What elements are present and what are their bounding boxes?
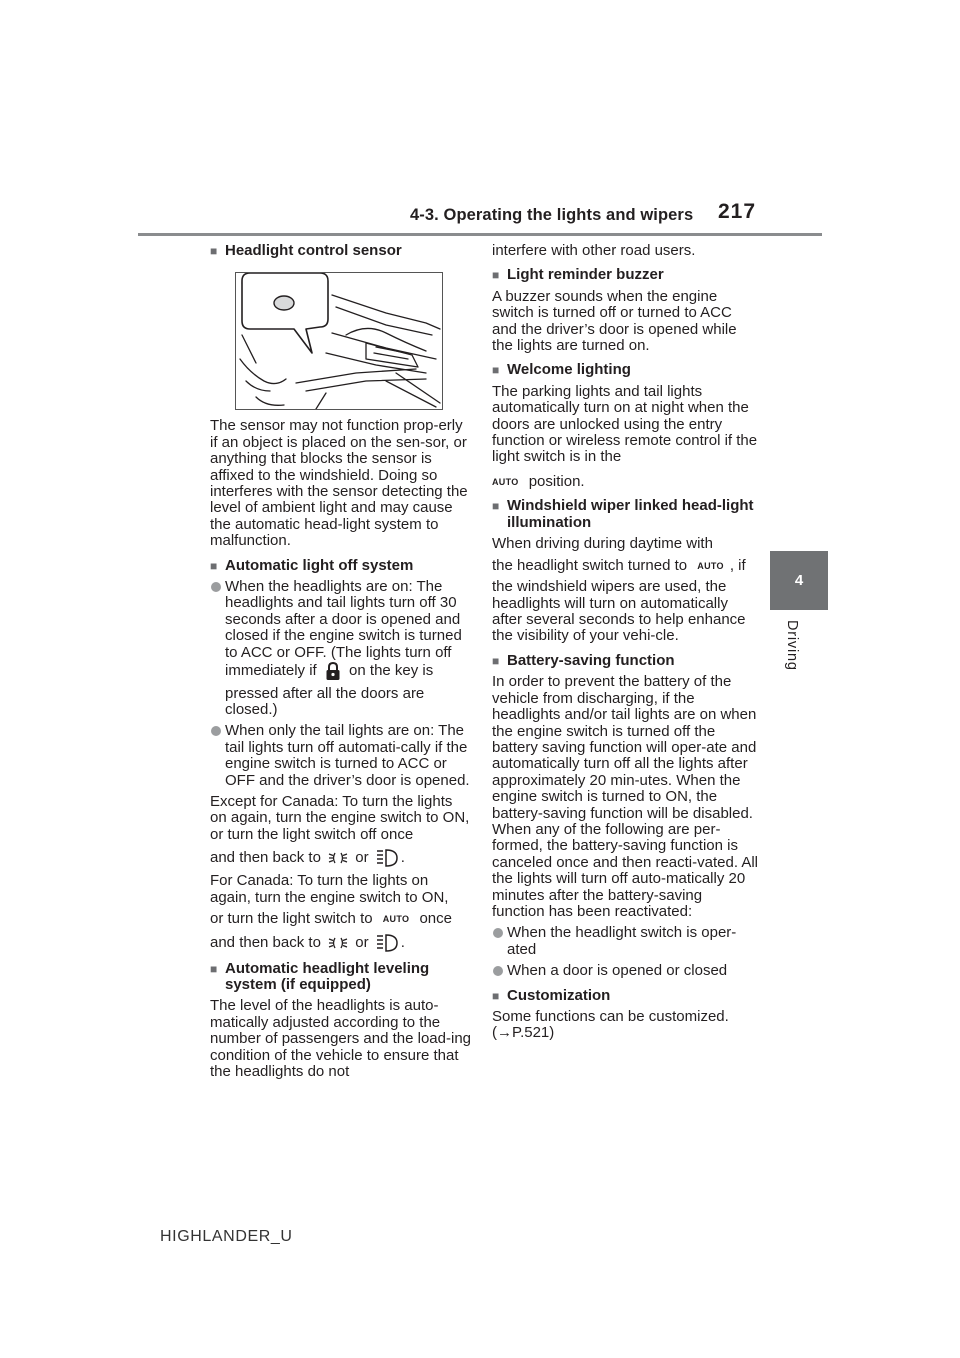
- canada-switch-label: or turn the light switch to: [210, 910, 373, 928]
- period-label: .: [400, 849, 405, 867]
- parking-lights-icon: [328, 936, 348, 950]
- heading-automatic-light-off: ■ Automatic light off system: [210, 558, 472, 574]
- once-label: once: [419, 910, 452, 928]
- and-back-to-label: and then back to: [210, 849, 321, 867]
- customization-page-ref[interactable]: (→P.521): [492, 1024, 555, 1042]
- welcome-text: The parking lights and tail lights automatically turn on at night when the doors are unlocked using the entry function or wireless remote control if the light switch is in the: [492, 382, 758, 466]
- headlights-icon: [376, 933, 398, 953]
- leveling-text: The level of the headlights is auto-matically adjusted according to the number of passengers and the load-ing condition of the vehicle to ensure that the headlights do not: [210, 997, 472, 1080]
- heading-customization: ■ Customization: [492, 988, 758, 1004]
- left-column: [210, 243, 472, 1080]
- wiper-auto-line: [492, 558, 758, 575]
- or-label: or: [355, 849, 369, 867]
- except-canada-text: Except for Canada: To turn the lights on again, turn the engine switch to ON, or turn the light switch off once: [210, 792, 470, 843]
- right-column: [492, 243, 758, 1042]
- chapter-label: Driving: [784, 620, 800, 671]
- wiper-text-c: the windshield wipers are used, the headlights will turn on automatically after several seconds to help enhance the visibility of your vehi-cle.: [492, 578, 746, 645]
- and-back-line-2: [210, 933, 472, 953]
- chapter-tab[interactable]: 4: [770, 551, 828, 610]
- heading-light-reminder-buzzer: ■ Light reminder buzzer: [492, 267, 758, 283]
- battery-text: In order to prevent the battery of the vehicle from discharging, if the headlights and/or tail lights are on when the engine switch is turned off the battery saving function will oper-ate and automatically turn off all the lights after approximately 20 min-utes. When the engine switch is turned to ON, the battery-saving function will be disabled.: [492, 673, 757, 822]
- sensor-text: The sensor may not function prop-erly if an object is placed on the sen-sor, or anything that blocks the sensor is affixed to the windshield. Doing so interferes with the sensor detecting the level of ambient light and may cause the automatic head-light system to malfunction.: [210, 417, 468, 550]
- windshield-sensor-figure: [236, 273, 442, 409]
- header-rule: [138, 233, 822, 236]
- leveling-continued: interfere with other road users.: [492, 242, 696, 259]
- section-title: 4-3. Operating the lights and wipers: [410, 206, 694, 224]
- canada-text: For Canada: To turn the lights on again, turn the engine switch to ON,: [210, 872, 449, 906]
- heading-headlight-control-sensor: ■ Headlight control sensor: [210, 243, 472, 259]
- auto-icon: AUTO: [382, 913, 410, 924]
- wiper-text-a: When driving during daytime with: [492, 535, 713, 553]
- welcome-position-line: [492, 474, 758, 491]
- and-back-line-1: [210, 848, 472, 868]
- heading-battery-saving: ■ Battery-saving function: [492, 653, 758, 669]
- footer-text: HIGHLANDER_U: [160, 1228, 293, 1245]
- bullet-door-opened-closed: When a door is opened or closed: [492, 963, 758, 979]
- bullet-headlights-on-text-a: When the headlights are on: The headlights and tail lights turn off 30 seconds after a door is opened and closed if the engine switch is turned to ACC or OFF. (The lights turn off immediately if: [225, 578, 462, 680]
- wiper-switch-label: the headlight switch turned to: [492, 556, 688, 574]
- heading-headlight-leveling: ■ Automatic headlight leveling system (if equipped): [210, 961, 472, 994]
- canada-auto-line: [210, 911, 472, 928]
- auto-icon: AUTO: [492, 476, 519, 487]
- heading-windshield-wiper-linked: ■ Windshield wiper linked head-light illumination: [492, 498, 758, 531]
- period-label-2: .: [400, 933, 405, 951]
- bullet-headlight-switch-operated: When the headlight switch is oper-ated: [492, 925, 758, 958]
- customization-text: Some functions can be customized.: [492, 1008, 729, 1025]
- buzzer-text: A buzzer sounds when the engine switch is turned off or turned to ACC and the driver’s door is opened while the lights are turned on.: [492, 287, 737, 355]
- and-back-to-label-2: and then back to: [210, 933, 321, 951]
- bullet-headlights-on: [210, 579, 472, 718]
- heading-welcome-lighting: ■ Welcome lighting: [492, 362, 758, 378]
- sensor-marker-icon: [274, 296, 294, 310]
- bullet-tail-lights-on: When only the tail lights are on: The tail lights turn off automati-cally if the engine switch is turned to ACC or OFF and the driver’s door is opened.: [210, 723, 472, 789]
- page-number: 217: [718, 200, 757, 223]
- lock-icon: [325, 661, 341, 685]
- headlights-icon: [376, 848, 398, 868]
- sensor-illustration: [235, 272, 443, 410]
- auto-icon: AUTO: [697, 560, 724, 571]
- position-label: position.: [528, 473, 585, 491]
- bullet-headlights-on-text-b: on the key is pressed after all the doors are closed.): [225, 662, 434, 718]
- battery-text-2: When any of the following are per-formed, the battery-saving function is canceled once and then reacti-vated. All the lights will turn off auto-matically 20 minutes after the battery-saving function has been reactivated:: [492, 820, 759, 920]
- parking-lights-icon: [328, 851, 348, 865]
- wiper-if-label: , if: [729, 556, 746, 574]
- or-label-2: or: [355, 933, 369, 951]
